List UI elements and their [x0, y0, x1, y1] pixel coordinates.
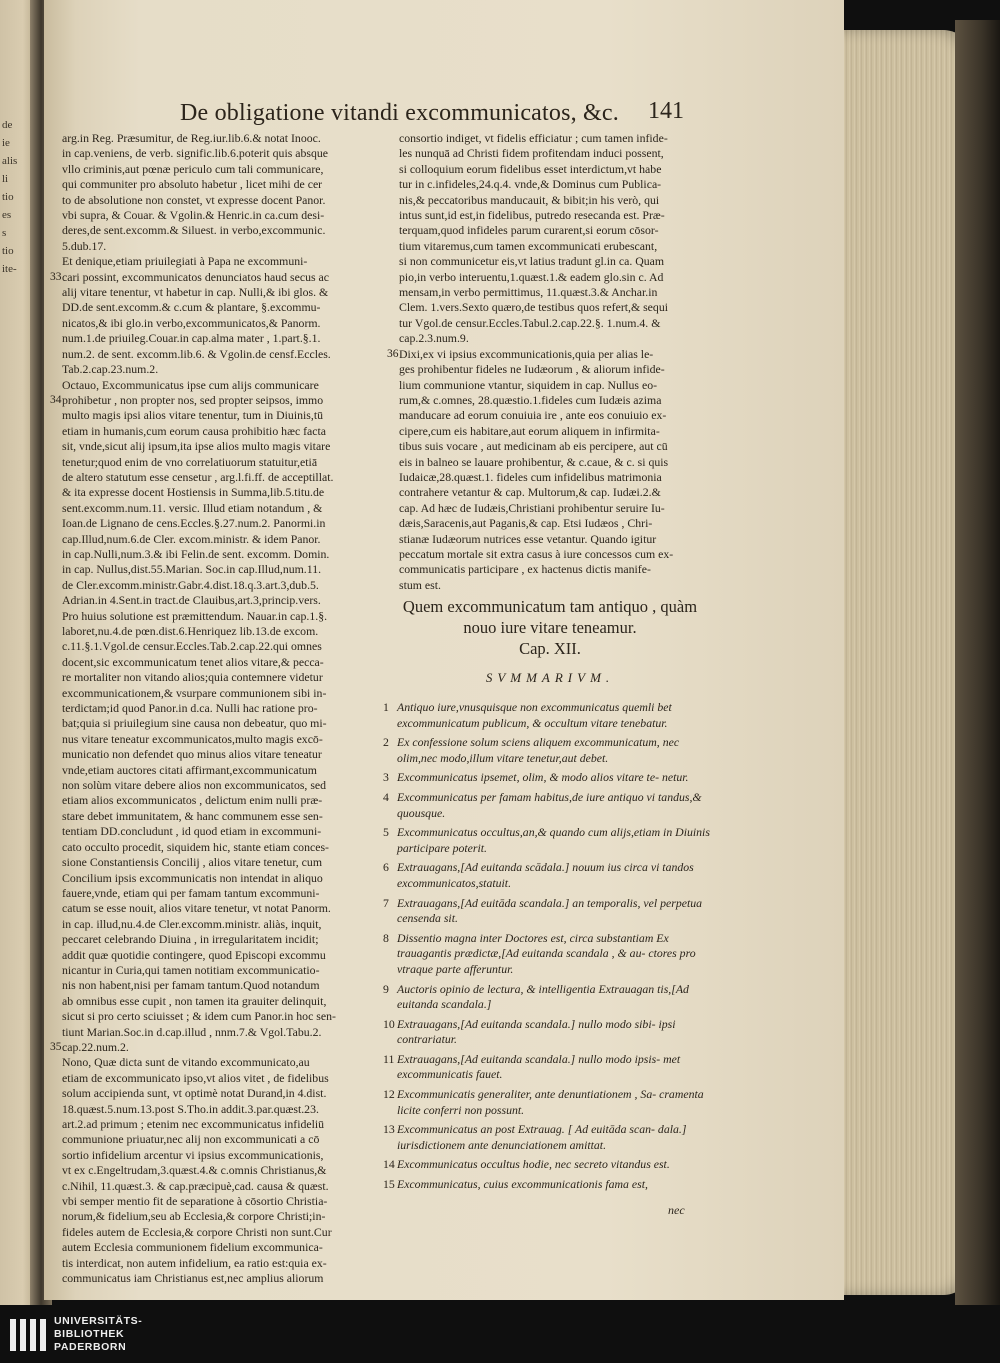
text-line: communione priuatur,nec alij non excommunicati a cō [62, 1132, 320, 1147]
text-line: les nunquā ad Christi fidem profitendam induci possent, [399, 146, 664, 161]
text-line: Nono, Quæ dicta sunt de vitando excommunicato,au [62, 1055, 310, 1070]
summary-item-text: Antiquo iure,vnusquisque non excommunicatus quemli bet excommunicatum publicum, & occultum vitare tenebatur. [397, 700, 672, 730]
running-title: De obligatione vitandi excommunicatos, &c. [180, 100, 619, 126]
text-line: in cap.Nulli,num.3.& ibi Felin.de sent. excomm. Domin. [62, 546, 330, 561]
margin-number: 34 [50, 393, 62, 406]
text-line: sione Constantiensis Concilij , alios vitare tenetur, cum [62, 855, 322, 870]
text-line: deres,de sent.excomm.& Siluest. in verbo,excommunic. [62, 223, 326, 238]
text-line: peccaret celebrando Diuina , in irregularitatem incidit; [62, 932, 319, 947]
text-line: c.Nihil, 11.quæst.3. & cap.præcipuè,cad. causa & quæst. [62, 1178, 329, 1193]
text-line: catum se esse nouit, alios vitare tenetur, vt notat Panorm. [62, 901, 331, 916]
text-line: in cap. Nullus,dist.55.Marian. Soc.in cap.Illud,num.11. [62, 562, 322, 577]
summary-item [383, 896, 718, 927]
left-page-fragment: de [2, 119, 13, 131]
library-name-line-1: UNIVERSITÄTS- [54, 1315, 143, 1327]
text-line: Octauo, Excommunicatus ipse cum alijs communicare [62, 377, 319, 392]
text-line: sit, vnde,sicut alij ipsum,ita ipse alios multo magis vitare [62, 439, 331, 454]
text-line: art.2.ad primum ; etenim nec excommunicatus infideliū [62, 1117, 325, 1131]
text-line: de altero statutum esse censetur , arg.l.fi.ff. de acceptillat. [62, 469, 334, 484]
summary-item-text: Ex confessione solum sciens aliquem excommunicatum, nec olim,nec modo,illum vitare tenetur,aut debet. [397, 735, 680, 765]
text-line: excommunicationem,& vsurpare communionem sibi in- [62, 685, 327, 700]
library-logo-icon [8, 1315, 48, 1355]
text-line: cap.22.num.2. [62, 1039, 129, 1054]
text-line: cato occulto procedit, siquidem hic, stante etiam conces- [62, 839, 329, 854]
text-line: norum,& fidelium,seu ab Ecclesia,& corpore Christi;in- [62, 1209, 326, 1224]
text-line: multo magis ipsi alios vitare tenentur, tum in Diuinis,tū [62, 408, 324, 423]
text-line: tium vitaremus,cum tamen excommunicati erubescant, [399, 238, 658, 253]
text-line: tenetur;quod enim de vno correlatiuorum statuitur,etiā [62, 454, 318, 469]
text-line: mensam,in verbo permittimus, 11.quæst.3.& Anchar.in [399, 285, 658, 300]
text-line: addit quæ quotidie contingere, quod Episcopi excommu [62, 947, 326, 962]
chapter-title-line-2: nouo iure vitare teneamur. [463, 618, 637, 637]
summary-item [383, 790, 718, 821]
text-line: vllo criminis,aut pœnæ periculo cum tali communicare, [62, 161, 324, 176]
summary-item-text: Dissentio magna inter Doctores est, circa substantiam Ex trauagantis prædictæ,[Ad euitanda scandala , & au- ctores pro vtraque parte afferuntur. [397, 930, 696, 976]
summary-list [383, 700, 718, 1197]
text-line: Tab.2.cap.23.num.2. [62, 362, 159, 377]
text-line: etiam de excommunicato ipso,vt alios vitet , de fidelibus [62, 1070, 329, 1085]
text-line: contrahere vetantur & cap. Multorum,& cap. Iudæi.2.& [399, 485, 661, 500]
text-line: nis,& peccatoribus manducauit, & bibit;in his verò, qui [399, 192, 660, 207]
summary-item-number: 11 [383, 1051, 395, 1066]
text-line: communicatus iam Christianus est,nec amplius aliorum [62, 1271, 324, 1286]
text-line: qui communiter pro absoluto habetur , licet mihi de cer [62, 177, 323, 192]
text-line: fideles autem de Ecclesia,& corpore Christi non sunt.Cur [62, 1224, 332, 1239]
text-line: docent,sic excommunicatum tenet alios vitare,& pecca- [62, 654, 324, 669]
text-line: Adrian.in 4.Sent.in tract.de Clauibus,art.3,princip.vers. [62, 593, 321, 608]
summary-item-text: Excommunicatus an post Extrauag. [ Ad euitāda scan- dala.] iurisdictionem ante denunciationem amittat. [397, 1122, 687, 1152]
text-line: tur Vgol.de censur.Eccles.Tabul.2.cap.22.§. 1.num.4. & [399, 315, 661, 330]
text-line: ges prohibentur fideles ne Iudæorum , & aliorum infide- [399, 362, 665, 377]
text-line: Clem. 1.vers.Sexto quæro,de testibus quos refert,& sequi [399, 300, 668, 315]
text-line: cipere,cum eis habitare,aut eorum aliquem in infirmita- [399, 423, 660, 438]
summary-item-text: Extrauagans,[Ad euitanda scandala.] nullo modo ipsis- met excommunicatis fauet. [397, 1051, 681, 1082]
text-line: nis non habent,nisi per famam tantum.Quod notandum [62, 978, 320, 993]
summary-item-number: 10 [383, 1016, 395, 1031]
text-line: to de absolutione non constet, vt expresse docent Panor. [62, 192, 326, 207]
summary-item-number: 9 [383, 981, 389, 996]
library-logo [0, 1305, 1000, 1363]
summary-item [383, 1157, 718, 1173]
left-page-fragment: tio [2, 245, 14, 257]
text-line: etiam alios excommunicatos , delictum enim nulli præ- [62, 793, 323, 808]
summary-item [383, 982, 718, 1013]
text-line: stum est. [399, 577, 441, 592]
text-line: vbi supra, & Couar. & Vgolin.& Henric.in ca.cum desi- [62, 208, 325, 223]
summary-item-number: 4 [383, 789, 389, 804]
text-line: de Cler.excomm.ministr.Gabr.4.dist.18.q.3.art.3,dub.5. [62, 577, 319, 592]
left-text-column [50, 131, 380, 1286]
chapter-title-line-1: Quem excommunicatum tam antiquo , quàm [402, 597, 698, 616]
book-cover [955, 20, 1000, 1310]
text-line: arg.in Reg. Præsumitur, de Reg.iur.lib.6.& notat Inooc. [62, 131, 321, 145]
summary-item-text: Excommunicatis generaliter, ante denuntiationem , Sa- cramenta licite conferri non possunt. [397, 1087, 704, 1117]
left-page-fragment: ite- [2, 263, 17, 275]
text-line: lium communione vtantur, siquidem in cap. Nullus eo- [399, 377, 658, 392]
summary-item-number: 7 [383, 895, 389, 910]
right-text-column [387, 131, 717, 593]
summary-item-number: 8 [383, 930, 389, 945]
text-line: stare debet immunitatem, & hanc communem esse sen- [62, 808, 323, 823]
text-line: 5.dub.17. [62, 238, 107, 253]
text-line: peccatum mortale sit extra casus à iure concessos cum ex- [399, 546, 674, 561]
text-line: cari possint, excommunicatos denunciatos haud secus ac [62, 269, 329, 284]
text-line: alij vitare tenentur, vt habetur in cap. Nulli,& ibi glos. & [62, 285, 329, 300]
text-line: intus sunt,id est,in fidelibus, putredo resecanda est. Præ- [399, 208, 665, 223]
text-line: num.1.de priuileg.Couar.in cap.alma mater , 1.part.§.1. [62, 331, 321, 346]
text-line: rum,& c.omnes, 28.quæstio.1.fideles cum Iudæis azima [399, 392, 662, 407]
text-line: municatio non defendet quo minus alios vitare teneatur [62, 747, 322, 762]
text-line: manducare ad eorum conuiuia ire , ante eos conuiuio ex- [399, 408, 667, 423]
summary-item-text: Extrauagans,[Ad euitanda scādala.] nouum ius circa vi tandos excommunicatos,statuit. [397, 860, 694, 890]
summary-item [383, 1087, 718, 1118]
left-page-fragment: tio [2, 191, 14, 203]
text-line: in cap.veniens, de verb. signific.lib.6.poterit quis absque [62, 146, 329, 161]
summary-item [383, 770, 718, 786]
left-page-fragment: li [2, 173, 9, 185]
text-line: Ioan.de Lignano de cens.Eccles.§.27.num.2. Panormi.in [62, 516, 326, 531]
margin-number: 33 [50, 270, 62, 283]
summary-item-number: 3 [383, 770, 389, 785]
text-line: sicut si pro certo sciuisset ; & idem cum Panor.in hoc sen- [62, 1009, 336, 1024]
text-line: vnde,etiam auctores citati affirmant,excommunicatum [62, 762, 317, 777]
text-line: bat;quia si priuilegium sine causa non debeatur, quo mi- [62, 716, 327, 731]
summary-item-text: Auctoris opinio de lectura, & intelligentia Extrauagan tis,[Ad euitanda scandala.] [397, 981, 689, 1012]
text-line: vt ex c.Engeltrudam,3.quæst.4.& c.omnis Christianus,& [62, 1163, 327, 1178]
summary-item-text: Extrauagans,[Ad euitanda scandala.] nullo modo sibi- ipsi contrariatur. [397, 1016, 676, 1047]
text-line: terdictam;id quod Panor.in d.ca. Nulli hac ratione pro- [62, 701, 318, 716]
text-line: terquam,quod infideles parum curarent,si eorum cōsor- [399, 223, 659, 238]
text-line: tibus suis vocare , aut medicinam ab eis percipere, aut cū [399, 439, 668, 454]
margin-number: 35 [50, 1040, 62, 1053]
text-line: dæis,Saracenis,aut Paganis,& cap. Etsi Iudæos , Chri- [399, 516, 653, 531]
text-line: num.2. de sent. excomm.lib.6. & Vgolin.de censf.Eccles. [62, 346, 331, 361]
text-line: consortio indiget, vt fidelis efficiatur ; cum tamen infide- [399, 131, 668, 145]
text-line: DD.de sent.excomm.& c.cum & plantare, §.excommu- [62, 300, 321, 315]
text-line: re mortaliter non vitando alios;quia contemnere videtur [62, 670, 323, 685]
library-name [54, 1315, 142, 1354]
summary-item-number: 13 [383, 1122, 395, 1137]
summarium-label: SVMMARIVM. [485, 670, 615, 685]
chapter-number: Cap. XII. [519, 639, 581, 658]
text-line: Concilium ipsis excommunicatis non intendat in aliquo [62, 870, 323, 885]
text-line: pio,in verbo interuentu,1.quæst.1.& eadem glo.sin c. Ad [399, 269, 664, 284]
page-edges [838, 30, 973, 1295]
text-line: autem Ecclesia communionem fidelium excommunica- [62, 1240, 323, 1255]
text-line: ab omnibus esse cupit , non tamen ita grauiter delinquit, [62, 993, 327, 1008]
text-line: communicatis participare , ex hactenus dictis manife- [399, 562, 651, 577]
summary-item [383, 1052, 718, 1083]
summary-item-text: Excommunicatus occultus hodie, nec secreto vitandus est. [397, 1157, 670, 1172]
text-line: Et denique,etiam priuilegiati à Papa ne excommuni- [62, 254, 308, 269]
text-line: nus vitare teneatur excommunicatos,multo magis excō- [62, 731, 323, 746]
summary-item [383, 700, 718, 731]
summary-item-number: 14 [383, 1157, 395, 1172]
text-line: fauere,vnde, etiam qui per famam tantum excommuni- [62, 885, 320, 900]
summary-item-text: Excommunicatus ipsemet, olim, & modo alios vitare te- netur. [397, 770, 689, 785]
summary-item [383, 1017, 718, 1048]
text-line: tur in c.infideles,24.q.4. vnde,& Dominus cum Publica- [399, 177, 662, 192]
page-number: 141 [648, 98, 684, 124]
catchword: nec [668, 1203, 685, 1217]
text-line: tiunt Marian.Soc.in d.cap.illud , nnm.7.& Vgol.Tabu.2. [62, 1024, 322, 1039]
margin-number: 36 [387, 347, 399, 360]
text-line: 18.quæst.5.num.13.post S.Tho.in addit.3.par.quæst.23. [62, 1101, 319, 1116]
text-line: in cap. illud,nu.4.de Cler.excomm.ministr. aliàs, inquit, [62, 916, 322, 931]
text-line: cap. Ad hæc de Iudæis,Christiani prohibentur seruire Iu- [399, 500, 665, 515]
text-line: tentiam DD.concludunt , id quod etiam in excommuni- [62, 824, 322, 839]
text-line: non solùm vitare debere alios non excommunicatos, sed [62, 778, 327, 793]
text-line: & ita expresse docent Hostiensis in Summa,lib.5.titu.de [62, 485, 325, 500]
text-line: Pro huius solutione est præmittendum. Nauar.in cap.1.§. [62, 608, 328, 623]
text-line: tis interdicat, non autem infidelium, ea ratio est:quia ex- [62, 1255, 327, 1270]
text-line: solum accipienda sunt, vt optimè notat Durand,in 4.dist. [62, 1086, 327, 1101]
text-line: sent.excomm.num.11. versic. Illud etiam notandum , & [62, 500, 323, 515]
summary-item [383, 931, 718, 978]
text-line: si colloquium eorum fidelibus esset interdictum,vt habe [399, 161, 662, 176]
text-line: cap.Illud,num.6.de Cler. excom.ministr. & idem Panor. [62, 531, 321, 546]
text-line: Iudaicæ,28.quæst.1. fideles cum infidelibus matrimonia [399, 469, 662, 484]
text-line: prohibetur , non propter nos, sed propter seipsos, immo [62, 392, 324, 407]
summary-item [383, 735, 718, 766]
text-line: vbi semper mentio fit de separatione à cōsortio Christia- [62, 1194, 328, 1209]
summary-item-number: 5 [383, 825, 389, 840]
chapter-heading [385, 596, 715, 659]
left-page-fragment: alis [2, 155, 18, 167]
left-page-fragment: ie [2, 137, 10, 149]
text-line: c.11.§.1.Vgol.de censur.Eccles.Tab.2.cap.22.qui omnes [62, 639, 322, 654]
text-line: sortio infidelium arcentur vi ipsius excommunicationis, [62, 1147, 324, 1162]
text-line: si non communicetur eis,vt latius tradunt gl.in ca. Quam [399, 254, 665, 269]
left-page-fragment: s [2, 227, 7, 239]
summary-item [383, 825, 718, 856]
text-line: nicantur in Curia,qui tamen notitiam excommunicatio- [62, 962, 320, 977]
summary-item-number: 1 [383, 700, 389, 714]
summary-item-text: Excommunicatus per famam habitus,de iure antiquo vi tandus,& quousque. [397, 789, 702, 820]
summary-item-text: Extrauagans,[Ad euitāda scandala.] an temporalis, vel perpetua censenda sit. [397, 895, 703, 926]
text-line: Dixi,ex vi ipsius excommunicationis,quia per alias le- [399, 346, 654, 361]
left-page-fragment: es [2, 209, 12, 221]
summary-item-text: Excommunicatus, cuius excommunicationis fama est, [397, 1177, 648, 1192]
text-line: cap.2.3.num.9. [399, 331, 469, 346]
summary-item [383, 1122, 718, 1153]
summary-item-text: Excommunicatus occultus,an,& quando cum alijs,etiam in Diuinis participare poterit. [397, 825, 710, 855]
text-line: laboret,nu.4.de pœn.dist.6.Henriquez lib.13.de excom. [62, 624, 319, 638]
library-name-line-3: PADERBORN [54, 1341, 127, 1353]
summary-item-number: 15 [383, 1177, 395, 1192]
summary-item [383, 1177, 718, 1193]
summary-item-number: 2 [383, 735, 389, 750]
text-line: nicatos,& ibi glo.in verbo,excommunicatos,& Panorm. [62, 315, 321, 330]
text-line: etiam in humanis,cum eorum causa prohibitio hæc facta [62, 423, 327, 438]
text-line: eis in balneo se lauare prohibentur, & c.caue, & c. si quis [399, 454, 669, 469]
summary-item-number: 6 [383, 860, 389, 875]
text-line: stianæ Iudæorum nutrices esse vetantur. Quando igitur [399, 531, 657, 546]
summary-item [383, 860, 718, 891]
library-name-line-2: BIBLIOTHEK [54, 1328, 125, 1340]
summary-item-number: 12 [383, 1087, 395, 1102]
